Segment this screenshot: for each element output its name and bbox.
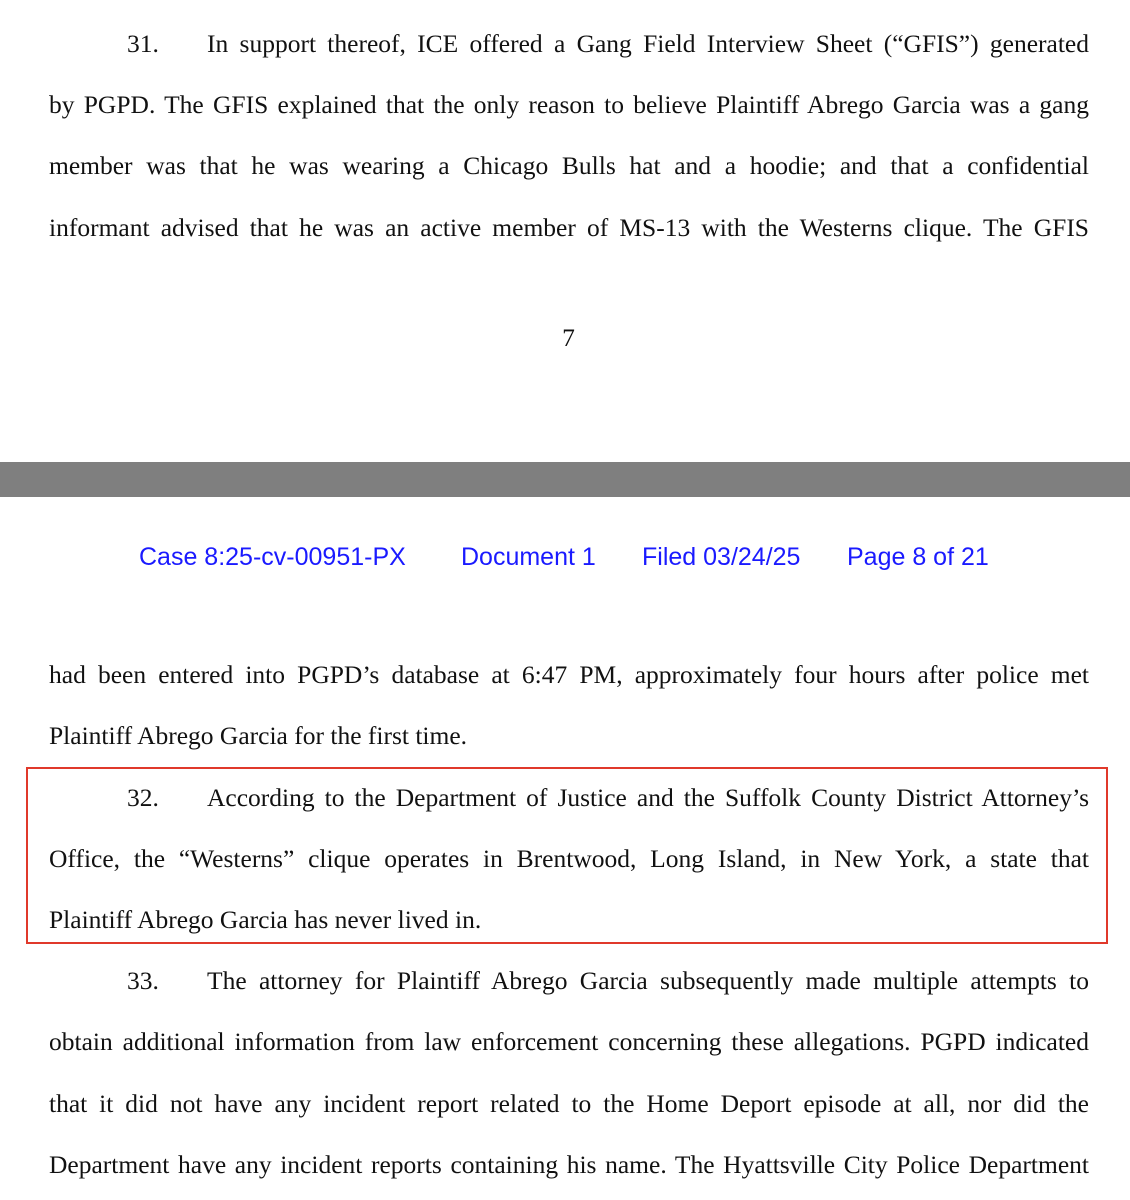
paragraph-31-line-2: by PGPD. The GFIS explained that the only reason to believe Plaintiff Abrego Garcia was a gang — [49, 90, 1089, 119]
paragraph-32-line-1: 32. According to the Department of Justice and the Suffolk County District Attorney’s — [127, 783, 1089, 812]
paragraph-33-number: 33. — [127, 966, 159, 995]
paragraph-31-line-1: 31. In support thereof, ICE offered a Gang Field Interview Sheet (“GFIS”) generated — [127, 29, 1089, 58]
paragraph-31-number: 31. — [127, 29, 159, 58]
paragraph-32-line-3: Plaintiff Abrego Garcia has never lived in. — [49, 905, 482, 934]
filed-date: Filed 03/24/25 — [642, 543, 801, 571]
continuation-line-1: had been entered into PGPD’s database at 6:47 PM, approximately four hours after police met — [49, 660, 1089, 689]
paragraph-33-line-3: that it did not have any incident report related to the Home Deport episode at all, nor did the — [49, 1089, 1089, 1118]
paragraph-32-line-2: Office, the “Westerns” clique operates in Brentwood, Long Island, in New York, a state that — [49, 844, 1089, 873]
continuation-line-2: Plaintiff Abrego Garcia for the first time. — [49, 721, 468, 750]
paragraph-31-line-3: member was that he was wearing a Chicago Bulls hat and a hoodie; and that a confidential — [49, 151, 1089, 180]
page-break-divider — [0, 462, 1130, 497]
paragraph-32-number: 32. — [127, 783, 159, 812]
paragraph-33-line-2: obtain additional information from law enforcement concerning these allegations. PGPD indicated — [49, 1027, 1089, 1056]
page-indicator: Page 8 of 21 — [847, 543, 989, 571]
case-number: Case 8:25-cv-00951-PX — [139, 543, 406, 571]
page-number: 7 — [562, 323, 575, 352]
paragraph-33-line-4: Department have any incident reports containing his name. The Hyattsville City Police Department — [49, 1150, 1089, 1179]
paragraph-33-line-1: 33. The attorney for Plaintiff Abrego Garcia subsequently made multiple attempts to — [127, 966, 1089, 995]
paragraph-31-line-4: informant advised that he was an active member of MS-13 with the Westerns clique. The GFIS — [49, 213, 1089, 242]
document-number: Document 1 — [461, 543, 596, 571]
